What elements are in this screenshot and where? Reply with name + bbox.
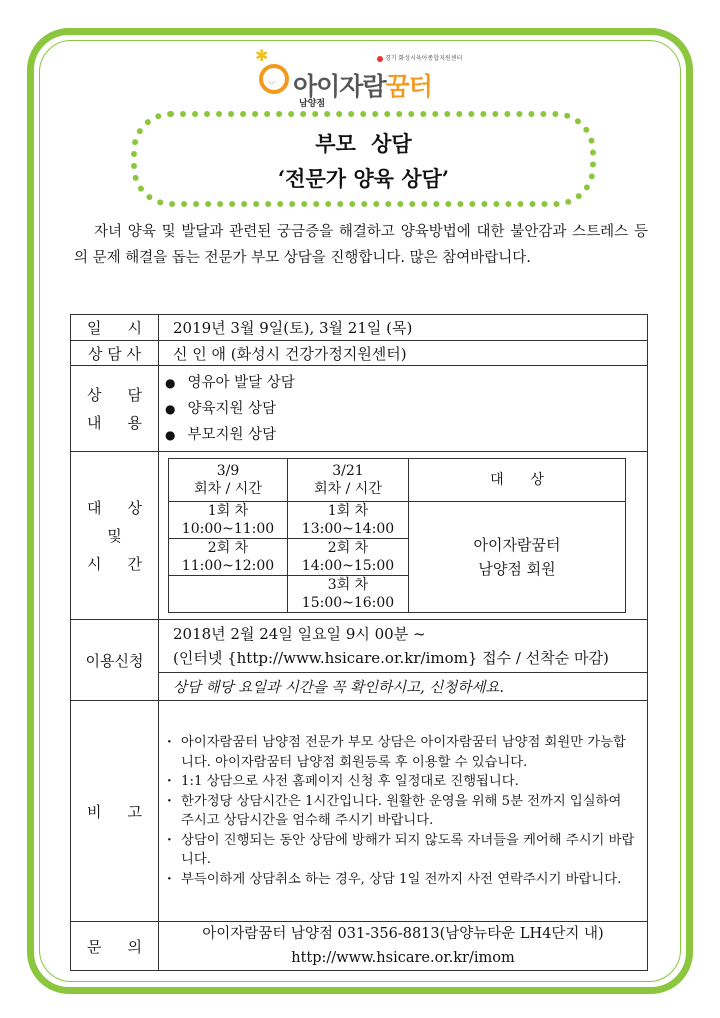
value-content [159, 366, 648, 452]
target-cell: 아이자람꿈터 남양점 회원 [409, 502, 626, 613]
remark-item: · 상담이 진행되는 동안 상담에 방해가 되지 않도록 자녀들을 케어해 주시기 바랍니다. [167, 831, 635, 870]
star-icon: ✱ [255, 46, 269, 65]
session-cell: 3회 차 15:00~16:00 [288, 576, 409, 613]
label-remarks: 비 고 [71, 701, 159, 922]
session-cell: 2회 차 11:00~12:00 [169, 539, 288, 576]
label-counselor: 상 담 사 [71, 341, 159, 366]
org-emblem-icon [377, 56, 383, 62]
label-apply: 이용신청 [71, 620, 159, 701]
schedule-header [169, 459, 626, 502]
value-remarks [159, 701, 648, 922]
content-item: ● 영유아 발달 상담 [165, 370, 647, 396]
title-sub: ‘전문가 양육 상담’ [277, 166, 450, 191]
col1-header: 3/9 회차 / 시간 [169, 459, 288, 502]
session-cell: 2회 차 14:00~15:00 [288, 539, 409, 576]
schedule-table [168, 458, 626, 613]
col3-header: 대 상 [409, 459, 626, 502]
label-contact: 문 의 [71, 922, 159, 971]
logo-branch: 남양점 [299, 99, 326, 109]
row-counselor [71, 341, 648, 366]
title-main: 부모 상담 [315, 131, 412, 156]
value-date: 2019년 3월 9일(토), 3월 21일 (목) [159, 315, 648, 341]
row-remarks [71, 701, 648, 922]
apply-notice: 상담 해당 요일과 시간을 꼭 확인하시고, 신청하세요. [159, 673, 648, 701]
row-content [71, 366, 648, 452]
session-cell: 1회 차 10:00~11:00 [169, 502, 288, 539]
remark-item: · 아이자람꿈터 남양점 전문가 부모 상담은 아이자람꿈터 남양점 회원만 가능합니다. 아이자람꿈터 남양점 회원등록 후 이용할 수 있습니다. [167, 733, 635, 772]
session-cell-empty [169, 576, 288, 613]
content-item: ● 부모지원 상담 [165, 422, 647, 448]
row-date [71, 315, 648, 341]
row-apply [71, 620, 648, 673]
col2-header: 3/21 회차 / 시간 [288, 459, 409, 502]
value-contact [159, 922, 648, 971]
remark-item: · 부득이하게 상담취소 하는 경우, 상담 1일 전까지 사전 연락주시기 바랍니다. [167, 870, 635, 890]
schedule-row [169, 502, 626, 539]
contact-phone: 아이자람꿈터 남양점 031-356-8813(남양뉴타운 LH4단지 내) [202, 926, 604, 942]
intro-text: 자녀 양육 및 발달과 관련된 궁금증을 해결하고 양육방법에 대한 불안감과 스트레스 등의 문제 해결을 돕는 전문가 부모 상담을 진행합니다. 많은 참여바랍니다. [74, 224, 648, 266]
label-schedule: 대 상 및 시 간 [71, 452, 159, 620]
row-schedule [71, 452, 648, 620]
remark-item: · 한가정당 상담시간은 1시간입니다. 원활한 운영을 위해 5분 전까지 입실하여 주시고 상담시간을 엄수해 주시기 바랍니다. [167, 792, 635, 831]
session-cell: 1회 차 13:00~14:00 [288, 502, 409, 539]
logo-name: 아이자람꿈터 [293, 72, 432, 101]
info-table [70, 314, 648, 971]
label-date: 일 시 [71, 315, 159, 341]
value-apply: 2018년 2월 24일 일요일 9시 00분 ~ (인터넷 {http://www.hsicare.or.kr/imom} 접수 / 선착순 마감) [159, 620, 648, 673]
logo-org: 경기 화성시육아종합지원센터 [377, 53, 462, 62]
smile-icon: ◡ [268, 76, 275, 85]
logo [255, 46, 475, 110]
value-schedule [159, 452, 648, 620]
row-contact [71, 922, 648, 971]
label-content: 상 담 내 용 [71, 366, 159, 452]
value-counselor: 신 인 애 (화성시 건강가정지원센터) [159, 341, 648, 366]
contact-url[interactable]: http://www.hsicare.or.kr/imom [291, 950, 515, 966]
content-item: ● 양육지원 상담 [165, 396, 647, 422]
remark-item: · 1:1 상담으로 사전 홈페이지 신청 후 일정대로 진행됩니다. [167, 772, 635, 792]
